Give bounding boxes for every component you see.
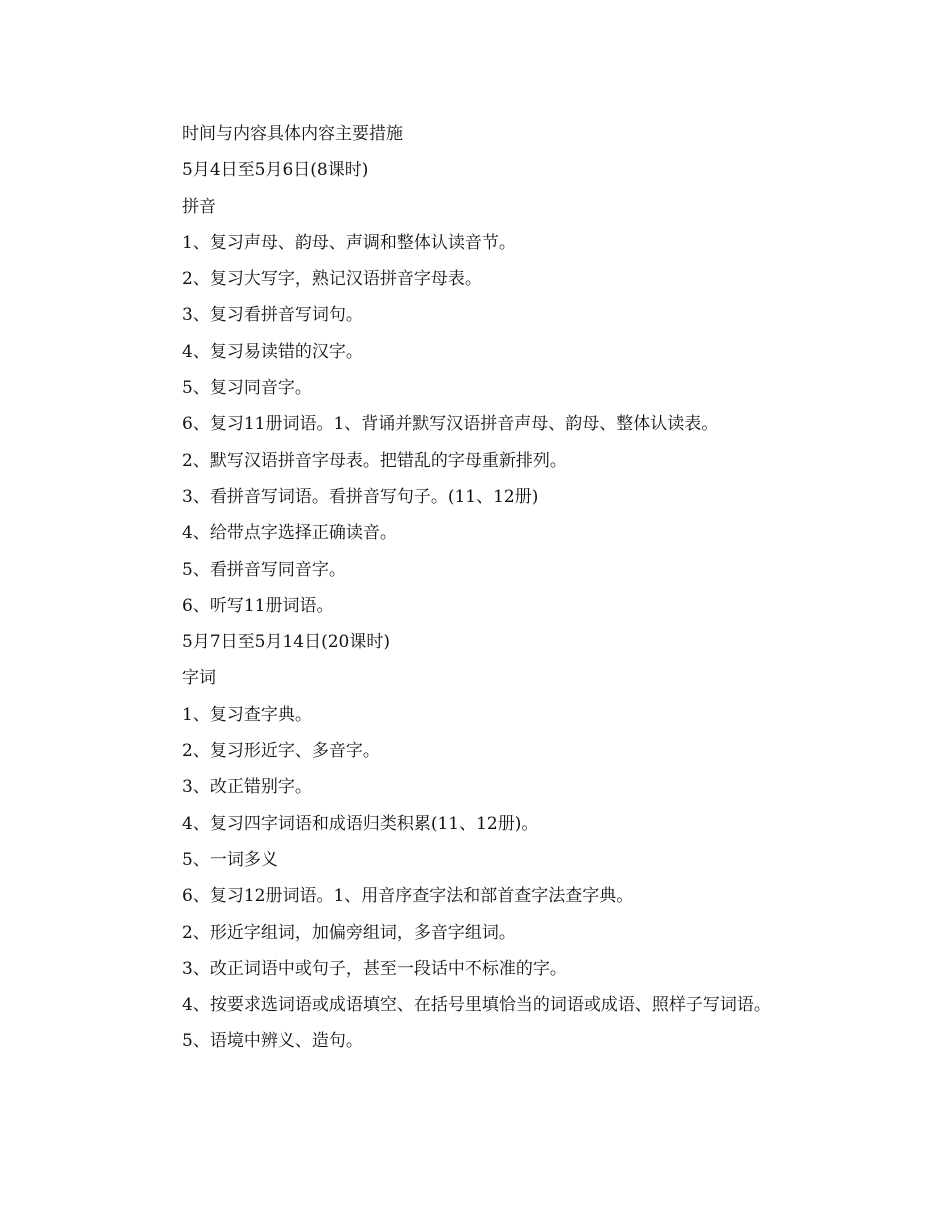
list-item: 4、复习四字词语和成语归类积累(11、12册)。: [182, 813, 539, 834]
list-item: 1、复习查字典。: [182, 704, 312, 725]
list-item: 2、复习形近字、多音字。: [182, 741, 380, 762]
section-heading: 拼音: [182, 196, 216, 217]
schedule-line: 5月4日至5月6日(8课时): [182, 160, 369, 181]
list-item: 2、复习大写字，熟记汉语拼音字母表。: [182, 269, 482, 290]
document-body: [145, 116, 805, 1060]
table-header-line: 时间与内容具体内容主要措施: [182, 124, 403, 144]
list-item: 5、复习同音字。: [182, 378, 312, 399]
list-item: 3、改正词语中或句子，甚至一段话中不标准的字。: [182, 958, 567, 979]
list-item: 4、给带点字选择正确读音。: [182, 523, 397, 544]
schedule-line: 5月7日至5月14日(20课时): [182, 632, 390, 653]
section-heading: 字词: [182, 668, 216, 689]
list-item: 1、复习声母、韵母、声调和整体认读音节。: [182, 232, 516, 253]
list-item: 5、语境中辨义、造句。: [182, 1031, 363, 1052]
list-item: 5、一词多义: [182, 849, 278, 870]
list-item: 3、看拼音写词语。看拼音写句子。(11、12册): [182, 486, 539, 507]
list-item: 6、听写11册词语。: [182, 595, 334, 616]
list-item: 4、复习易读错的汉字。: [182, 341, 363, 362]
list-item: 2、形近字组词，加偏旁组词，多音字组词。: [182, 922, 516, 943]
list-item: 3、复习看拼音写词句。: [182, 305, 363, 326]
list-item: 3、改正错别字。: [182, 777, 312, 798]
list-item: 4、按要求选词语或成语填空、在括号里填恰当的词语或成语、照样子写词语。: [182, 995, 771, 1016]
list-item: 6、复习11册词语。1、背诵并默写汉语拼音声母、韵母、整体认读表。: [182, 414, 719, 435]
list-item: 5、看拼音写同音字。: [182, 559, 346, 580]
list-item: 6、复习12册词语。1、用音序查字法和部首查字法查字典。: [182, 886, 634, 907]
list-item: 2、默写汉语拼音字母表。把错乱的字母重新排列。: [182, 450, 567, 471]
